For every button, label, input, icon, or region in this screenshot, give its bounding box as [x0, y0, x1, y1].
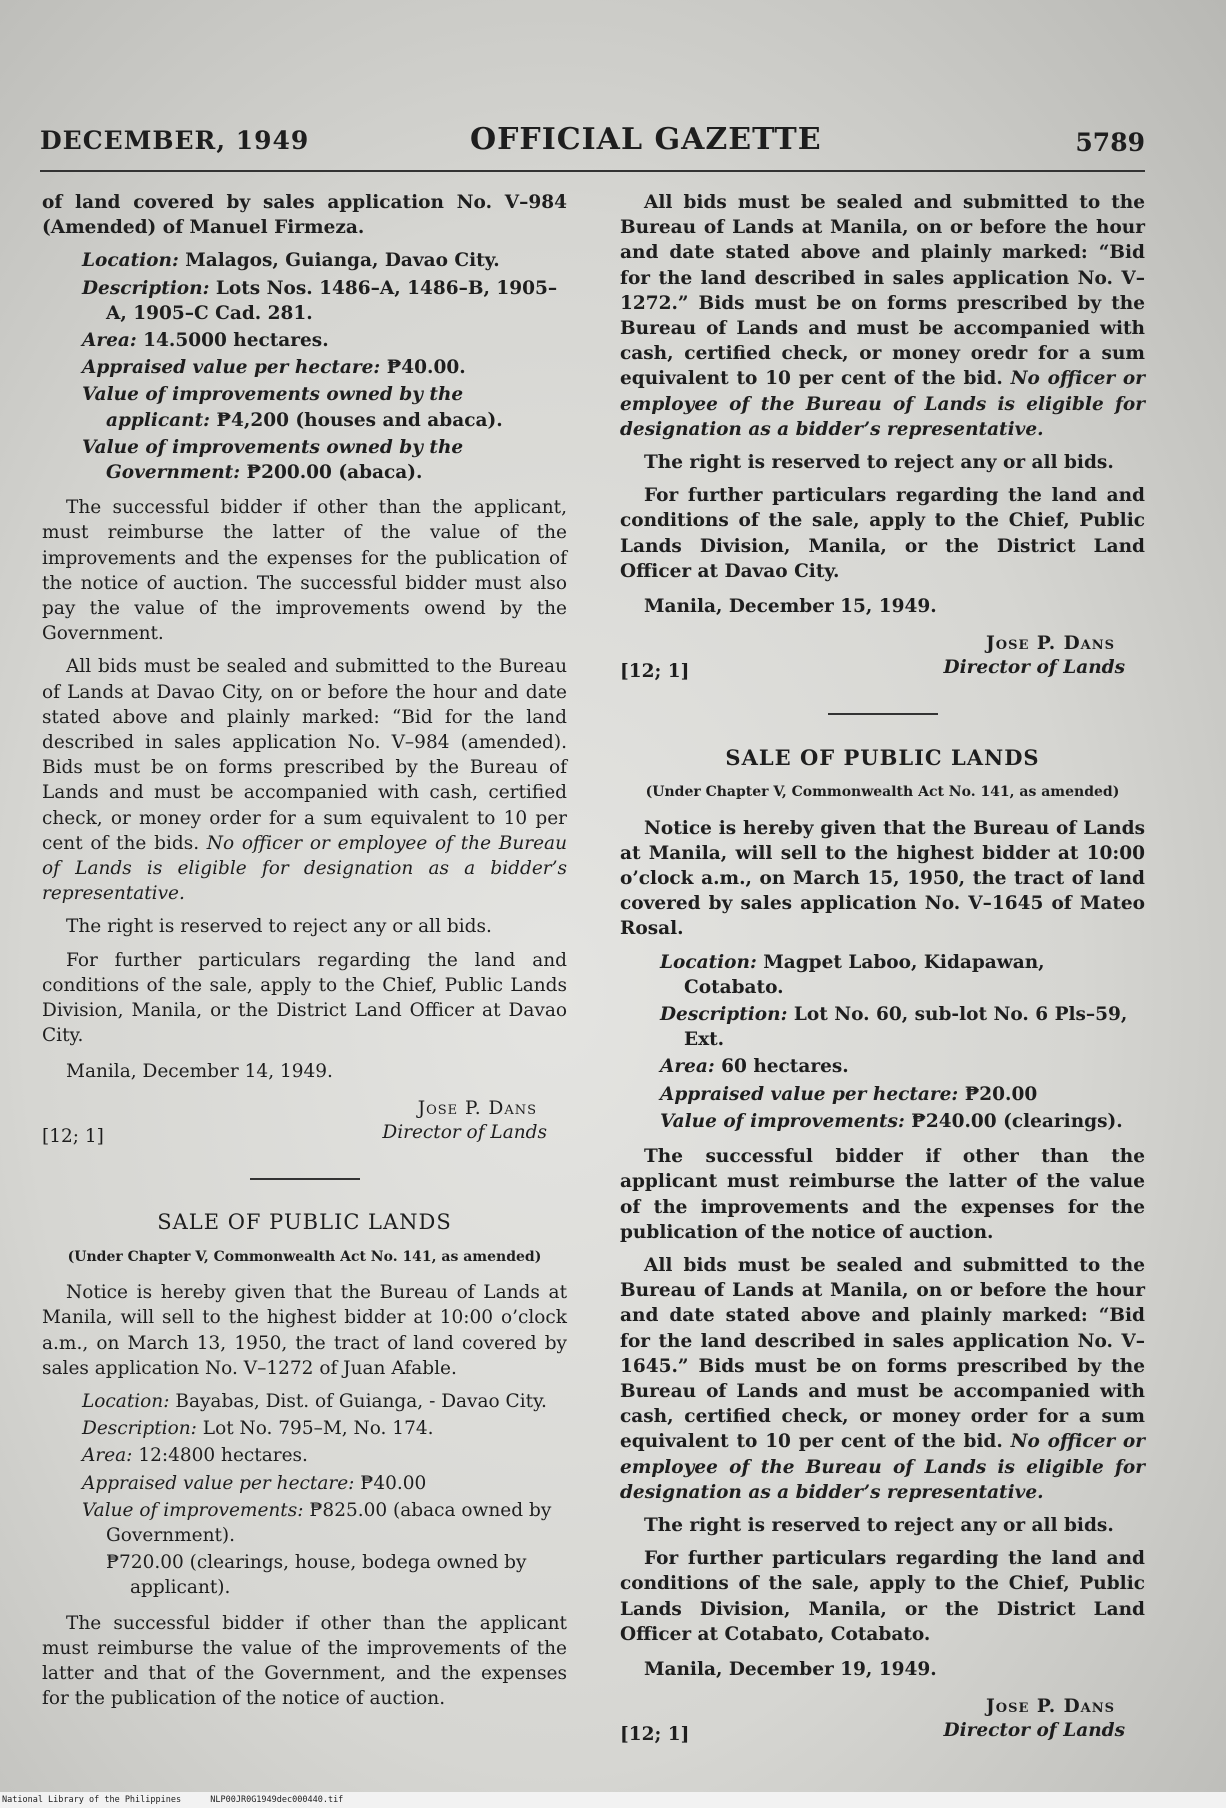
detail-item: Description: Lots Nos. 1486–A, 1486–B, 1905–A, 1905–C Cad. 281. [82, 277, 558, 324]
header-page-number: 5789 [1075, 128, 1145, 157]
scan-footer [0, 1792, 1226, 1808]
right-paragraph: The successful bidder if other than the applicant must reimburse the latter of the value of the improvements and the expenses for the publication of the notice of auction. [620, 1146, 1145, 1243]
section-subtitle: (Under Chapter V, Commonwealth Act No. 141, as amended) [645, 784, 1120, 801]
signature-title: Director of Lands [382, 1121, 547, 1143]
left-paragraph: The successful bidder if other than the applicant, must reimburse the latter of the value of the improvements and the expenses for the publication of the notice of auction. The successful bidder must also pay the value of the improvements owend by the Government. [42, 497, 567, 645]
signature-block [42, 1094, 567, 1172]
detail-item: Value of improvements: ₱825.00 (abaca owned by Government). [82, 1499, 552, 1546]
right-paragraph: For further particulars regarding the land and conditions of the sale, apply to the Chief, Public Lands Division, Manila, or the District Land Officer at Cotabato, Cotabato. [620, 1548, 1145, 1645]
left-paragraph: The right is reserved to reject any or all bids. [66, 916, 492, 938]
footer-library: National Library of the Philippines [2, 1795, 182, 1805]
detail-item: Value of improvements owned by the applicant: ₱4,200 (houses and abaca). [82, 384, 503, 431]
reference-code: [12; 1] [42, 1125, 104, 1147]
section-title: SALE OF PUBLIC LANDS [157, 1209, 452, 1234]
signature-name: Jose P. Dans [986, 1696, 1115, 1718]
left-intro: of land covered by sales application No. V–984 (Amended) of Manuel Firmeza. [42, 192, 567, 239]
detail-item: Appraised value per hectare: ₱20.00 [660, 1083, 1038, 1105]
detail-item: Description: Lot No. 795–M, No. 174. [82, 1418, 434, 1440]
signature-name: Jose P. Dans [417, 1097, 537, 1119]
reference-code: [12; 1] [620, 661, 690, 683]
footer-filename: NLP00JR0G1949dec000440.tif [210, 1795, 344, 1805]
left-column [42, 190, 567, 1719]
left-paragraph: All bids must be sealed and submitted to the Bureau of Lands at Davao City, on or before the hour and date stated above and plainly marked: “Bid for the land described in sales application No. V–984 (amended). Bids must be on forms prescribed by the Bureau of Lands and must be accompanied with cash, certified check, or money order for a sum equivalent to 10 per cent of the bids. No officer or employee of the Bureau of Lands is eligible for designation as a bidder’s representative. [42, 656, 567, 905]
section-notice: Notice is hereby given that the Bureau of Lands at Manila, will sell to the highest bidder at 10:00 o’clock a.m., on March 15, 1950, the tract of land covered by sales application No. V–1645 of Mateo Rosal. [620, 817, 1145, 940]
right-paragraph: For further particulars regarding the land and conditions of the sale, apply to the Chief, Public Lands Division, Manila, or the District Land Officer at Davao City. [620, 485, 1145, 582]
left-paragraph: For further particulars regarding the land and conditions of the sale, apply to the Chief, Public Lands Division, Manila, or the District Land Officer at Davao City. [42, 949, 567, 1047]
detail-item: ₱720.00 (clearings, house, bodega owned by applicant). [106, 1552, 527, 1599]
left-dateline: Manila, December 14, 1949. [66, 1060, 333, 1082]
signature-block [620, 1692, 1145, 1770]
signature-block [620, 629, 1145, 707]
reference-code: [12; 1] [620, 1724, 690, 1746]
detail-item: Location: Magpet Laboo, Kidapawan, Cotabato. [660, 951, 1045, 998]
detail-item: Area: 14.5000 hectares. [82, 330, 329, 352]
right-paragraph: The right is reserved to reject any or all bids. [644, 1514, 1114, 1536]
section-divider [828, 713, 938, 715]
signature-title: Director of Lands [943, 1720, 1125, 1742]
header-rule [40, 170, 1145, 172]
detail-item: Appraised value per hectare: ₱40.00 [82, 1472, 427, 1494]
page-header [40, 122, 1145, 162]
detail-item: Value of improvements owned by the Government: ₱200.00 (abaca). [82, 436, 464, 484]
header-date: DECEMBER, 1949 [40, 126, 310, 155]
detail-item: Location: Malagos, Guianga, Davao City. [82, 250, 500, 272]
detail-item: Area: 12:4800 hectares. [82, 1445, 308, 1467]
signature-name: Jose P. Dans [986, 633, 1115, 655]
right-paragraph: All bids must be sealed and submitted to the Bureau of Lands at Manila, on or before the hour and date stated above and plainly marked: “Bid for the land described in sales application No. V–1645.” Bids must be on forms prescribed by the Bureau of Lands and must be accompanied with cash, certified check, or money order for a sum equivalent to 10 per cent of the bid. No officer or employee of the Bureau of Lands is eligible for designation as a bidder’s representative. [620, 1254, 1145, 1503]
detail-item: Appraised value per hectare: ₱40.00. [82, 357, 466, 379]
right-paragraph: The right is reserved to reject any or all bids. [644, 452, 1114, 474]
detail-item: Area: 60 hectares. [660, 1056, 849, 1078]
section-closing: The successful bidder if other than the applicant must reimburse the value of the improvements of the latter and that of the Government, and the expenses for the publication of the notice of auction. [42, 1612, 567, 1710]
header-title: OFFICIAL GAZETTE [470, 122, 822, 157]
section-divider [250, 1178, 360, 1180]
right-paragraph: All bids must be sealed and submitted to the Bureau of Lands at Manila, on or before the hour and date stated above and plainly marked: “Bid for the land described in sales application No. V–1272.” Bids must be on forms prescribed by the Bureau of Lands and must be accompanied with cash, certified check, or money oredr for a sum equivalent to 10 per cent of the bid. No officer or employee of the Bureau of Lands is eligible for designation as a bidder’s representative. [620, 192, 1145, 440]
detail-item: Description: Lot No. 60, sub-lot No. 6 Pls–59, Ext. [660, 1004, 1128, 1051]
right-column [620, 190, 1145, 1770]
section-title: SALE OF PUBLIC LANDS [725, 745, 1040, 771]
section-subtitle: (Under Chapter V, Commonwealth Act No. 141, as amended) [67, 1248, 542, 1265]
detail-item: Location: Bayabas, Dist. of Guianga, ‑ Davao City. [82, 1390, 547, 1412]
right-dateline: Manila, December 15, 1949. [644, 596, 937, 618]
signature-title: Director of Lands [943, 657, 1125, 679]
detail-item: Value of improvements: ₱240.00 (clearings). [660, 1110, 1123, 1132]
section-notice: Notice is hereby given that the Bureau of Lands at Manila, will sell to the highest bidder at 10:00 o’clock a.m., on March 13, 1950, the tract of land covered by sales application No. V–1272 of Juan Afable. [42, 1282, 567, 1379]
right-dateline: Manila, December 19, 1949. [644, 1658, 937, 1680]
